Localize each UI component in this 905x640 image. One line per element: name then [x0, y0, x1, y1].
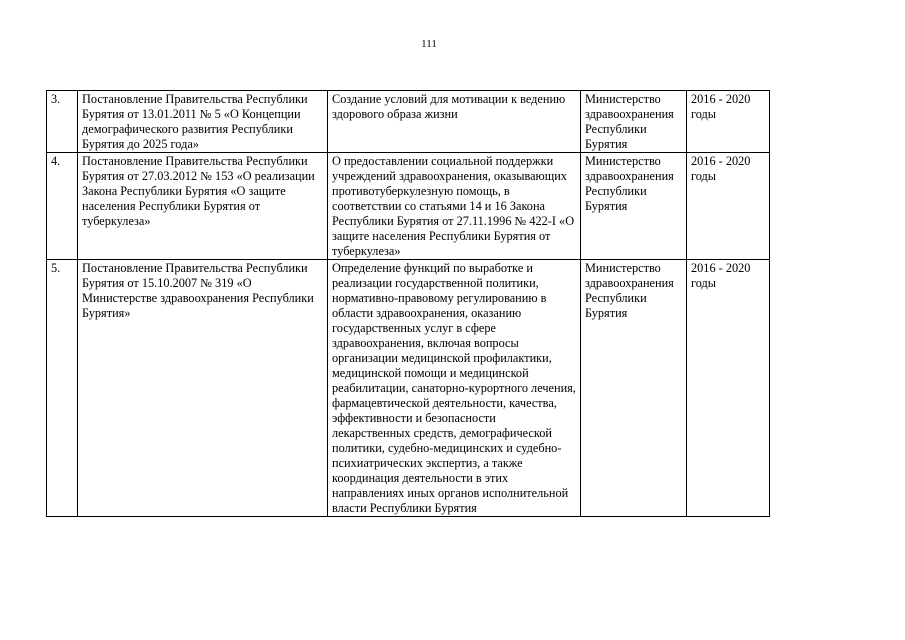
purpose: О предоставлении социальной поддержки учреждений здравоохранения, оказывающих противотуберкулезную помощь, в соответствии со статьями 14 и 16 Закона Республики Бурятия от 27.11.1996 № 422-I «О защите населения Республики Бурятия от туберкулеза»	[328, 153, 581, 260]
responsible-body: Министерство здравоохранения Республики Бурятия	[581, 260, 687, 517]
legal-act: Постановление Правительства Республики Бурятия от 15.10.2007 № 319 «О Министерстве здравоохранения Республики Бурятия»	[78, 260, 328, 517]
purpose: Определение функций по выработке и реализации государственной политики, нормативно-правовому регулированию в области здравоохранения, оказанию государственных услуг в сфере здравоохранения, включая вопросы организации медицинской профилактики, медицинской помощи и медицинской реабилитации, санаторно-курортного лечения, фармацевтической деятельности, качества, эффективности и безопасности лекарственных средств, демографической политики, судебно-медицинских и судебно-психиатрических экспертиз, а также координация деятельности в этих направлениях иных органов исполнительной власти Республики Бурятия	[328, 260, 581, 517]
row-number: 4.	[47, 153, 78, 260]
row-number: 5.	[47, 260, 78, 517]
period: 2016 - 2020 годы	[687, 153, 770, 260]
period: 2016 - 2020 годы	[687, 91, 770, 153]
responsible-body: Министерство здравоохранения Республики Бурятия	[581, 91, 687, 153]
legal-act: Постановление Правительства Республики Бурятия от 13.01.2011 № 5 «О Концепции демографического развития Республики Бурятия до 2025 года»	[78, 91, 328, 153]
table-row	[47, 91, 770, 153]
responsible-body: Министерство здравоохранения Республики Бурятия	[581, 153, 687, 260]
period: 2016 - 2020 годы	[687, 260, 770, 517]
row-number: 3.	[47, 91, 78, 153]
page-number: 111	[421, 38, 437, 50]
legal-act: Постановление Правительства Республики Бурятия от 27.03.2012 № 153 «О реализации Закона Республики Бурятия «О защите населения Республики Бурятия от туберкулеза»	[78, 153, 328, 260]
table-row	[47, 153, 770, 260]
purpose: Создание условий для мотивации к ведению здорового образа жизни	[328, 91, 581, 153]
regulations-table	[46, 90, 770, 517]
table-row	[47, 260, 770, 517]
